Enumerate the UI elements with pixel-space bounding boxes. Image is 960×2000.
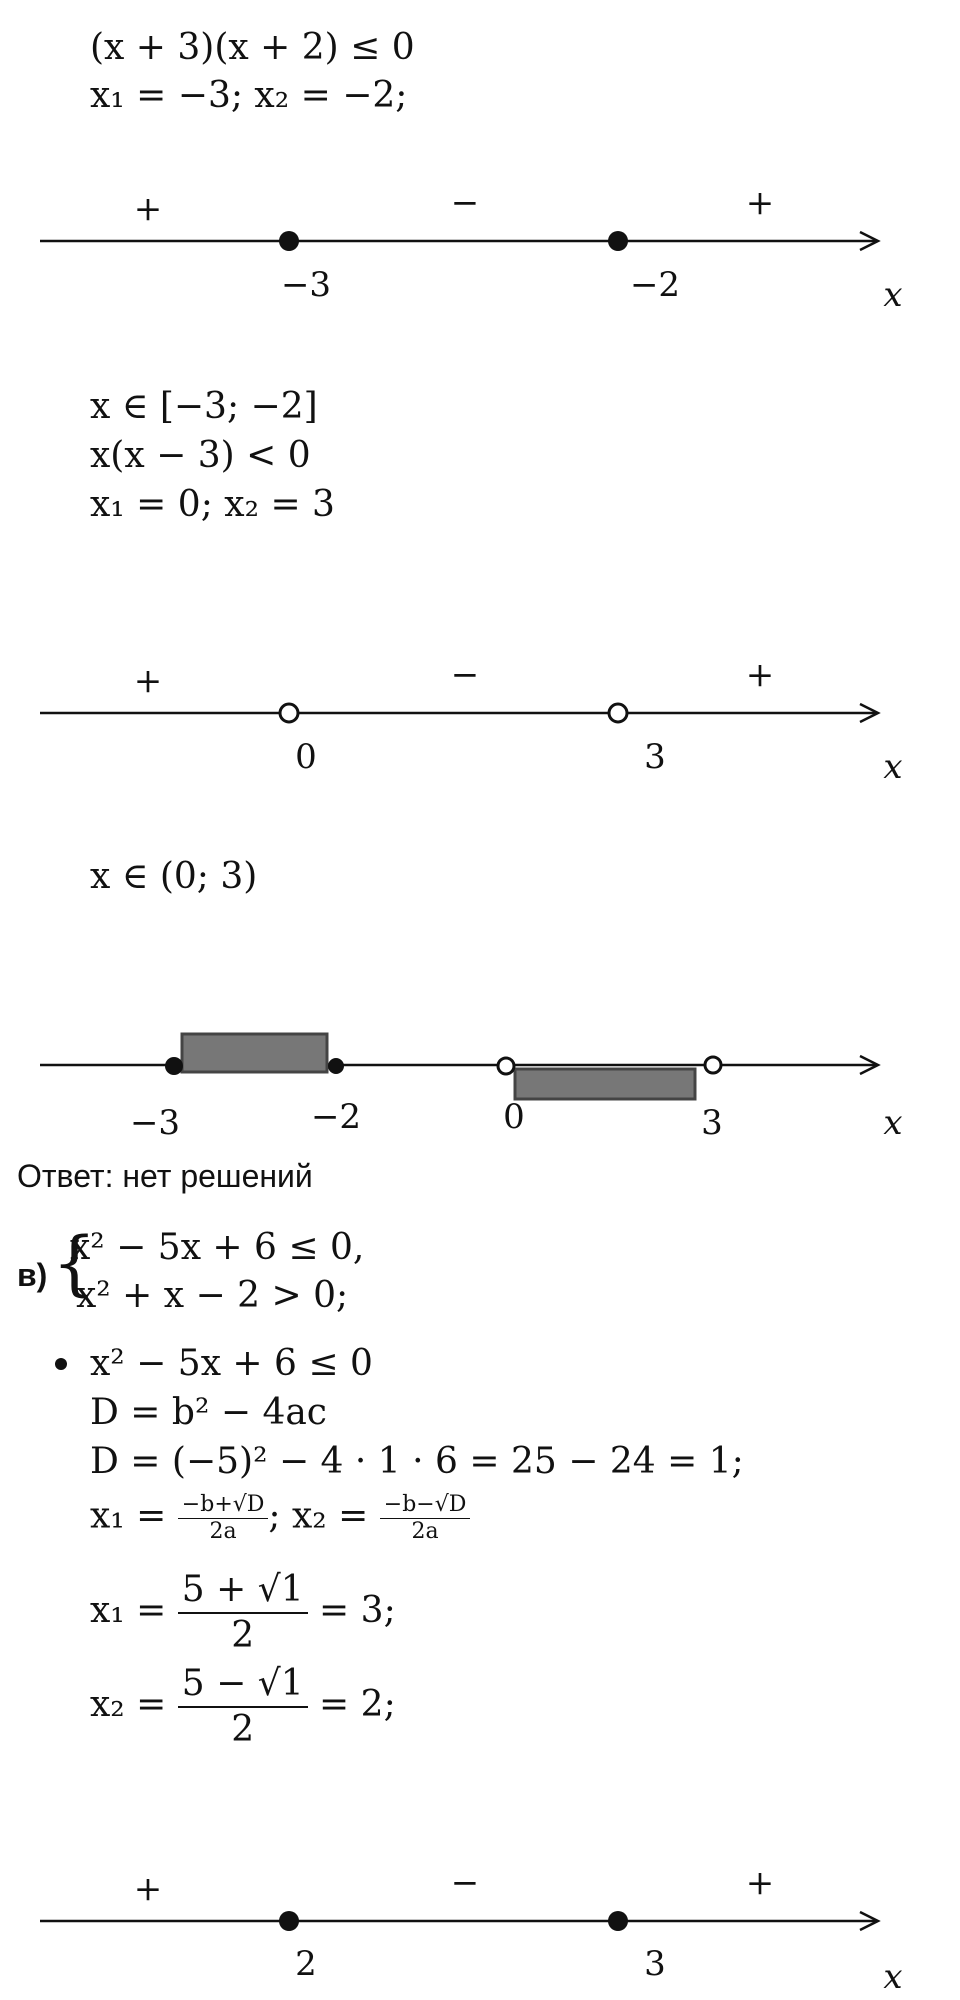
tick-label: −2	[629, 265, 681, 305]
tick-label: −2	[310, 1097, 362, 1137]
x1-label: x₁ =	[90, 1495, 178, 1537]
inequality-2: x(x − 3) < 0	[90, 435, 311, 476]
inequality-1: (x + 3)(x + 2) ≤ 0	[90, 27, 415, 68]
system-eq-2: x² + x − 2 > 0;	[76, 1275, 349, 1316]
root-x1: x₁ = $\frac{5 + √1}{2}$ = 3;	[90, 1569, 396, 1656]
fraction: $\frac{-b-√D}{2a}$	[380, 1492, 471, 1545]
number-line-2	[0, 652, 960, 787]
open-point	[280, 704, 298, 722]
tick-label: −3	[129, 1103, 181, 1143]
roots-1: x₁ = −3; x₂ = −2;	[90, 75, 408, 116]
sign-minus: −	[450, 183, 480, 223]
fraction: $\frac{5 - √1}{2}$	[178, 1662, 308, 1752]
interval-2: x ∈ (0; 3)	[90, 856, 258, 897]
tick-label: 0	[503, 1097, 525, 1137]
sign-plus: +	[745, 655, 775, 695]
tick-label: 0	[295, 737, 317, 777]
filled-point	[328, 1058, 344, 1074]
filled-point	[608, 231, 628, 251]
number-line-4	[0, 1860, 960, 1995]
roots-2: x₁ = 0; x₂ = 3	[90, 484, 335, 525]
filled-point	[279, 231, 299, 251]
tick-label: 2	[295, 1944, 317, 1984]
sign-plus: +	[745, 1863, 775, 1903]
sign-minus: −	[450, 1863, 480, 1903]
axis-var: x	[883, 1103, 903, 1143]
x2-label: ; x₂ =	[268, 1495, 380, 1537]
hatch-region-1	[182, 1034, 327, 1072]
number-line-3	[0, 1010, 960, 1150]
fraction: $\frac{5 + √1}{2}$	[178, 1568, 308, 1658]
axis-var: x	[883, 747, 903, 787]
tick-label: 3	[701, 1103, 723, 1143]
filled-point	[165, 1057, 183, 1075]
system-brace: {	[52, 1222, 97, 1304]
answer-text: Ответ: нет решений	[17, 1158, 313, 1194]
open-point	[498, 1058, 514, 1074]
axis-var: x	[883, 275, 903, 315]
interval-1: x ∈ [−3; −2]	[90, 386, 318, 427]
sign-minus: −	[450, 655, 480, 695]
fraction: $\frac{-b+√D}{2a}$	[178, 1492, 269, 1545]
discriminant-formula: D = b² − 4ac	[90, 1392, 327, 1433]
tick-label: −3	[280, 265, 332, 305]
part-label: в)	[17, 1257, 48, 1293]
filled-point	[608, 1911, 628, 1931]
discriminant-value: D = (−5)² − 4 · 1 · 6 = 25 − 24 = 1;	[90, 1441, 744, 1482]
axis-var: x	[883, 1957, 903, 1997]
sign-plus: +	[745, 183, 775, 223]
solution-line-1: x² − 5x + 6 ≤ 0	[90, 1343, 373, 1384]
roots-formula	[90, 1492, 470, 1545]
tick-label: 3	[644, 1944, 666, 1984]
tick-label: 3	[644, 737, 666, 777]
sign-plus: +	[133, 1869, 163, 1909]
sign-plus: +	[133, 189, 163, 229]
bullet	[55, 1358, 67, 1370]
hatch-region-2	[515, 1069, 695, 1099]
filled-point	[279, 1911, 299, 1931]
system-eq-1: x² − 5x + 6 ≤ 0,	[70, 1227, 365, 1268]
open-point	[705, 1057, 721, 1073]
number-line-1	[0, 180, 960, 315]
open-point	[609, 704, 627, 722]
sign-plus: +	[133, 661, 163, 701]
root-x2: x₂ = $\frac{5 - √1}{2}$ = 2;	[90, 1663, 396, 1750]
